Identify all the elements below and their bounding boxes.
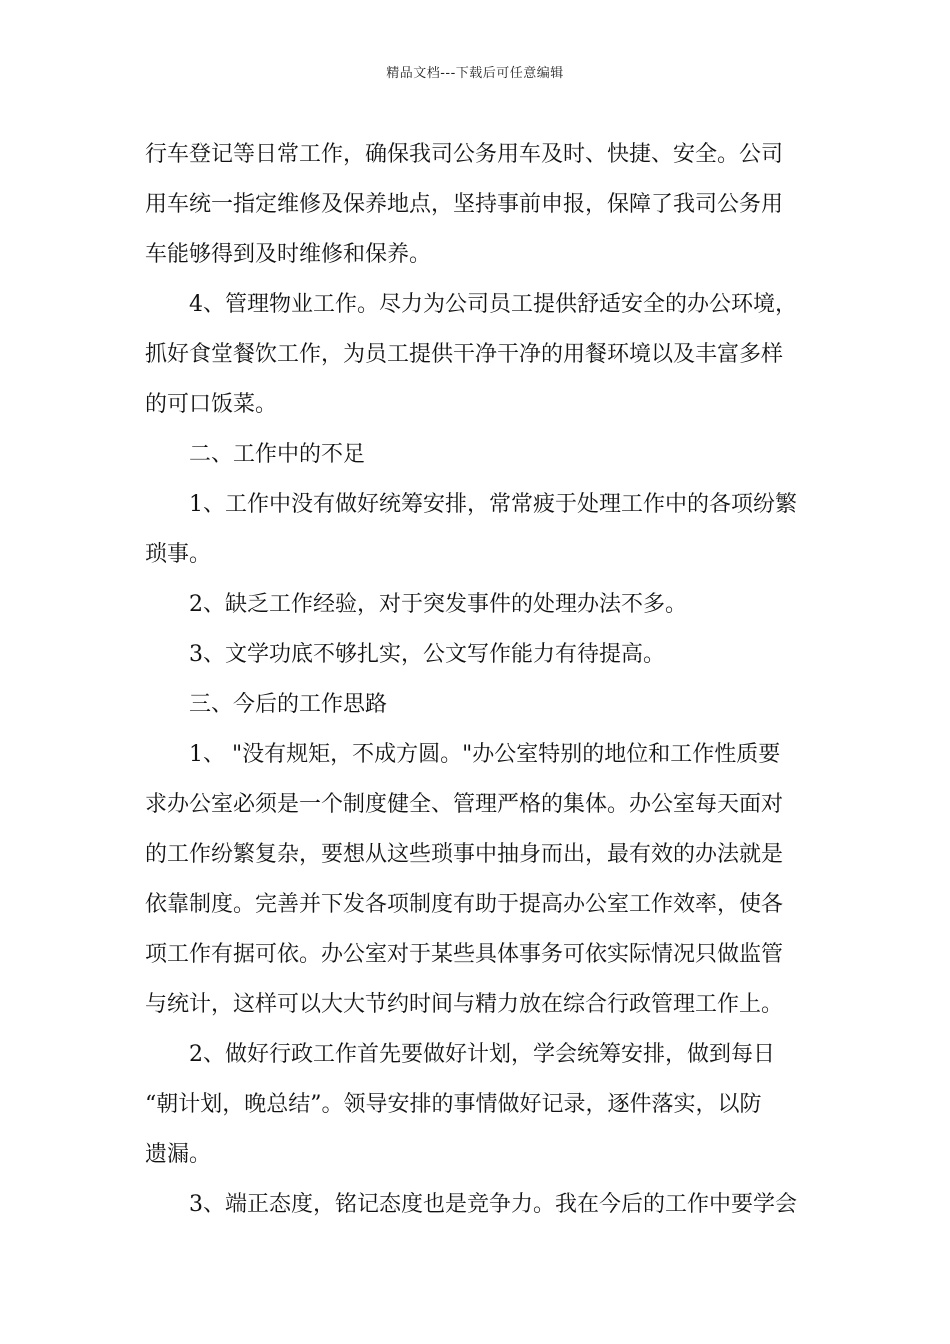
text-line: “朝计划，晚总结”。领导安排的事情做好记录，逐件落实，以防 (145, 1092, 762, 1117)
text-line: 抓好食堂餐饮工作，为员工提供干净干净的用餐环境以及丰富多样 (145, 342, 784, 367)
text-line: 项工作有据可依。办公室对于某些具体事务可依实际情况只做监管 (145, 942, 784, 967)
section-heading: 二、工作中的不足 (189, 442, 366, 467)
paragraph-start-line: 2、做好行政工作首先要做好计划，学会统筹安排，做到每日 (189, 1042, 775, 1067)
paragraph-start-line: 2、缺乏工作经验，对于突发事件的处理办法不多。 (189, 592, 687, 617)
text-line: 求办公室必须是一个制度健全、管理严格的集体。办公室每天面对 (145, 792, 784, 817)
text-line: 依靠制度。完善并下发各项制度有助于提高办公室工作效率，使各 (145, 892, 784, 917)
paragraph-start-line: 1、工作中没有做好统筹安排，常常疲于处理工作中的各项纷繁 (189, 492, 797, 517)
paragraph-start-line: 4、管理物业工作。尽力为公司员工提供舒适安全的办公环境， (189, 292, 797, 317)
page-header: 精品文档---下载后可任意编辑 (386, 66, 564, 81)
text-line: 行车登记等日常工作，确保我司公务用车及时、快捷、安全。公司 (145, 142, 784, 167)
document-body (145, 130, 807, 1230)
text-line: 用车统一指定维修及保养地点，坚持事前申报，保障了我司公务用 (145, 192, 784, 217)
text-line: 遗漏。 (145, 1142, 212, 1167)
text-line: 的工作纷繁复杂，要想从这些琐事中抽身而出，最有效的办法就是 (145, 842, 784, 867)
paragraph-start-line: 1、 "没有规矩，不成方圆。"办公室特别的地位和工作性质要 (189, 742, 781, 767)
text-line: 琐事。 (145, 542, 212, 567)
paragraph-start-line: 3、端正态度，铭记态度也是竞争力。我在今后的工作中要学会 (189, 1192, 797, 1217)
section-heading: 三、今后的工作思路 (189, 692, 388, 717)
paragraph-start-line: 3、文学功底不够扎实，公文写作能力有待提高。 (189, 642, 665, 667)
text-line: 车能够得到及时维修和保养。 (145, 242, 432, 267)
text-line: 的可口饭菜。 (145, 392, 278, 417)
text-line: 与统计，这样可以大大节约时间与精力放在综合行政管理工作上。 (145, 992, 784, 1017)
